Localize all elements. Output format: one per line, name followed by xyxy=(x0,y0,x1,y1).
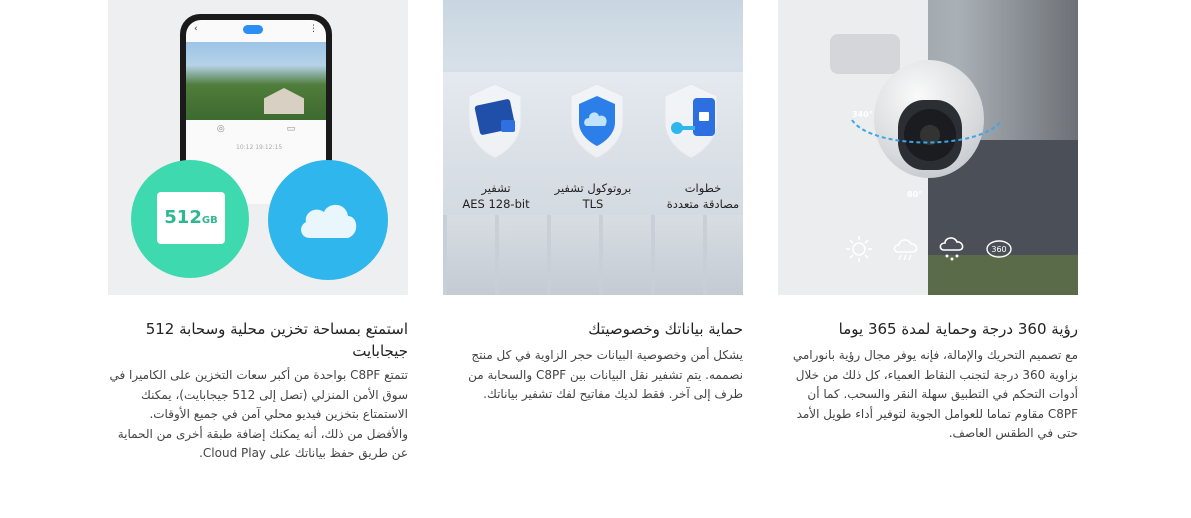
sdcard-badge xyxy=(131,160,249,278)
svg-text:360: 360 xyxy=(991,245,1007,254)
key-phone-lock-icon xyxy=(659,80,723,160)
privacy-body: يشكل أمن وخصوصية البيانات حجر الزاوية في كل منتج نصممه. يتم تشفير نقل البيانات بين C8PF والسحابة من طرف إلى آخر. فقط لديك مفاتيح لفك تشفير بياناتك. xyxy=(468,348,743,401)
cloud-badge xyxy=(268,160,388,280)
sd-size: 512 xyxy=(164,207,202,228)
tilt-angle: 80° xyxy=(907,190,923,199)
feature-aes-line1: تشفير xyxy=(481,181,511,195)
cloud-shield-icon xyxy=(565,80,629,160)
privacy-title: حماية بياناتك وخصوصيتك xyxy=(588,320,743,338)
storage-image xyxy=(108,0,408,295)
playback-timestamp: 10:12 19:12:15 xyxy=(236,144,283,151)
sun-icon xyxy=(844,234,874,264)
pan-arc-icon xyxy=(842,80,1012,160)
rain-icon xyxy=(891,234,921,264)
encryption-lock-icon xyxy=(463,80,527,160)
pan-angle: 340° xyxy=(852,110,873,119)
feature-aes-line2: AES 128-bit xyxy=(462,197,530,211)
sdcard-icon xyxy=(157,192,225,244)
sd-unit: GB xyxy=(201,215,218,226)
feature-aes xyxy=(451,180,541,212)
feature-mfa-line1: خطوات xyxy=(684,181,722,195)
storage-title: استمتع بمساحة تخزين محلية وسحابة 512 جيجابايت xyxy=(145,320,408,360)
camera-icon: ◎ xyxy=(216,124,225,134)
feature-tls-line1: بروتوكول تشفير xyxy=(554,181,632,195)
menu-dots-icon: ⋮ xyxy=(308,24,318,34)
feature-mfa xyxy=(658,180,743,212)
record-icon: ▭ xyxy=(286,124,296,134)
rotate-360-icon xyxy=(984,234,1014,264)
snow-icon xyxy=(937,234,967,264)
camera-image xyxy=(778,0,1078,295)
camera-title: رؤية 360 درجة وحماية لمدة 365 يوما xyxy=(838,320,1078,338)
feature-tls-line2: TLS xyxy=(582,197,604,211)
cloud-tab-icon xyxy=(243,25,263,34)
feature-mfa-line2: مصادقة متعددة xyxy=(666,197,740,211)
back-icon: ‹ xyxy=(194,24,198,34)
camera-body: مع تصميم التحريك والإمالة، فإنه يوفر مجال رؤية بانورامي بزاوية 360 درجة لتجنب النقاط العمياء، كل ذلك من خلال أدوات التحكم في التطبيق سهلة النقر والسحب. كما أن C8PF مقاوم تماما للعوامل الجوية لتوفير أداء طويل الأمد حتى في الطقس العاصف. xyxy=(792,348,1078,440)
camera-mount xyxy=(830,34,900,74)
privacy-image xyxy=(443,0,743,295)
feature-tls xyxy=(548,180,638,212)
storage-body: تتمتع C8PF بواحدة من أكبر سعات التخزين على الكاميرا في سوق الأمن المنزلي (تصل إلى 512 جيجابايت)، يمكنك الاستمتاع بتخزين فيديو محلي آمن في جميع الأوقات. والأفضل من ذلك، أنه يمكنك إضافة طبقة أخرى من الحماية عن طريق حفظ بياناتك على Cloud Play. xyxy=(109,368,408,460)
cloud-icon xyxy=(296,200,360,240)
live-video-preview xyxy=(186,42,326,120)
